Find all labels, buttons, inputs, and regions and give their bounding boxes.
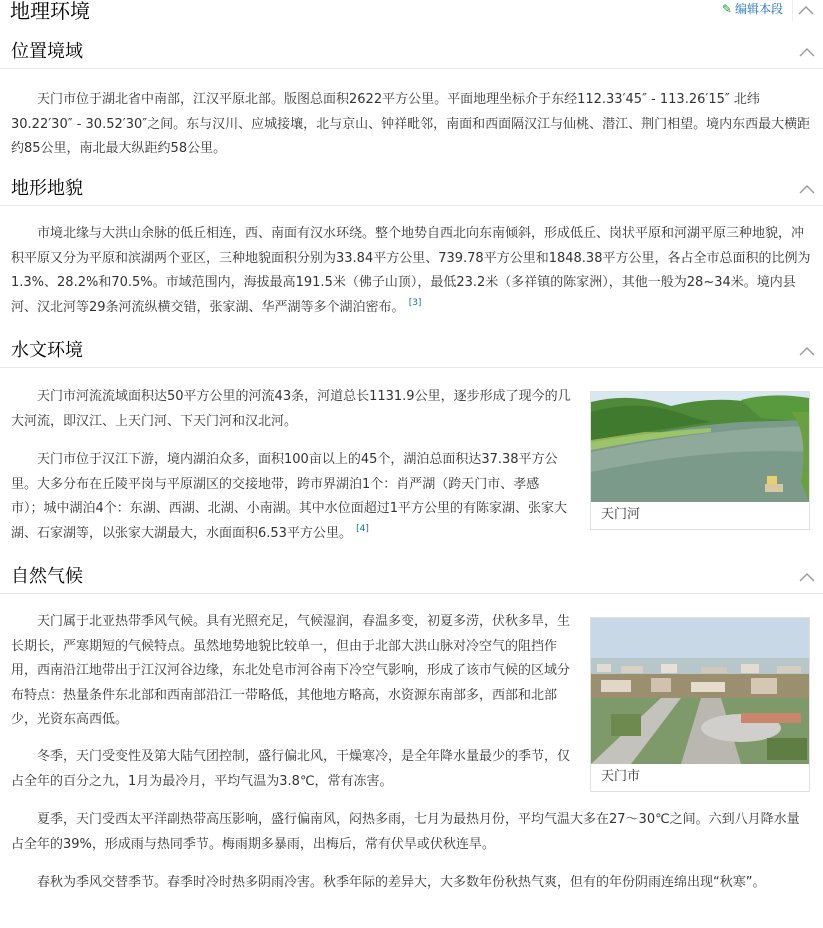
citation-link[interactable]: [4] [356, 523, 369, 534]
section-header-location [0, 35, 823, 69]
section-title: 自然气候 [11, 566, 83, 587]
section-divider [0, 68, 823, 69]
pencil-icon: ✎ [721, 2, 732, 16]
chevron-up-icon [798, 5, 814, 15]
paragraph-climate-1: 天门属于北亚热带季风气候。具有光照充足，气候湿润，春温多变，初夏多涝，伏秋多旱，生长期长，严寒期短的气候特点。虽然地势地貌比较单一，但由于北部大洪山脉对冷空气的阻挡作用，西南沿江地带出于江汉河谷边缘，东北处皂市河谷南下冷空气影响，形成了该市气候的区域分布特点：热量条件东北部和西南部沿江一带略低，其他地方略高，水资源东南部多，西部和北部少，光资东高西低。 [11, 614, 571, 727]
paragraph-location: 天门市位于湖北省中南部，江汉平原北部。版图总面积2622平方公里。平面地理坐标介于东经112.33′45″ - 113.26′15″ 北纬30.22′30″ - 30.52′30″之间。东与汉川、应城接壤，北与京山、钟祥毗邻，南面和西面隔汉江与仙桃、潜江、荆门相望。境内东西最大横距约85公里，南北最大纵距约58公里。 [11, 92, 811, 156]
paragraph-hydrology-2 [11, 448, 571, 546]
paragraph-text: 天门市位于汉江下游，境内湖泊众多，面积100亩以上的45个，湖泊总面积达37.38平方公里。大多分布在丘陵平岗与平原湖区的交接地带，跨市界湖泊1个：肖严湖（跨天门市、孝感市）；城中湖泊4个：东湖、西湖、北湖、小南湖。其中水位面超过1平方公里的有陈家湖、张家大湖、石家湖等，以张家大湖最大，水面面积6.53平方公里。 [11, 452, 568, 541]
section-title: 地形地貌 [11, 178, 83, 199]
paragraph-terrain [11, 222, 811, 320]
chevron-up-icon[interactable] [799, 47, 815, 57]
section-header-climate [0, 560, 823, 594]
paragraph-climate-summer: 夏季，天门受西太平洋副热带高压影响，盛行偏南风，闷热多雨，七月为最热月份，平均气温大多在27～30℃之间。六到八月降水量占全年的39%，形成雨与热同季节。梅雨期多暴雨，出梅后，常有伏旱或伏秋连旱。 [11, 812, 800, 852]
section-title: 水文环境 [11, 340, 83, 361]
river-photo [591, 392, 809, 502]
figure-caption: 天门市 [601, 769, 641, 784]
paragraph-climate-spring-autumn: 春秋为季风交替季节。春季时冷时热多阴雨冷害。秋季年际的差异大，大多数年份秋热气爽，但有的年份阴雨连绵出现“秋寒”。 [37, 875, 766, 890]
figure-caption: 天门河 [601, 507, 641, 522]
paragraph-hydrology-1: 天门市河流流域面积达50平方公里的河流43条，河道总长1131.9公里，逐步形成了现今的几大河流，即汉江、上天门河、下天门河和汉北河。 [11, 389, 571, 429]
section-header-hydrology [0, 334, 823, 368]
section-divider [0, 205, 823, 206]
edit-section-link[interactable] [722, 2, 783, 16]
section-header-terrain [0, 172, 823, 206]
city-figure[interactable] [590, 617, 810, 792]
page-header [0, 0, 823, 28]
paragraph-climate-winter: 冬季，天门受变性及第大陆气团控制，盛行偏北风，干燥寒冷，是全年降水量最少的季节，仅占全年的百分之九，1月为最冷月，平均气温为3.8℃，常有冻害。 [11, 749, 571, 789]
paragraph-text: 市境北缘与大洪山余脉的低丘相连，西、南面有汉水环绕。整个地势自西北向东南倾斜，形成低丘、岗状平原和河湖平原三种地貌，冲积平原又分为平原和滨湖两个亚区，三种地貌面积分别为33.84平方公里、739.78平方公里和1848.38平方公里，各占全市总面积的比例为1.3%、28.2%和70.5%。市域范围内，海拔最高191.5米（佛子山顶），最低23.2米（多祥镇的陈家洲），其他一般为28~34米。境内县河、汉北河等29条河流纵横交错，张家湖、华严湖等多个湖泊密布。 [11, 226, 811, 315]
city-photo [591, 618, 809, 764]
citation-link[interactable]: [3] [408, 297, 422, 308]
edit-section-label: 编辑本段 [734, 2, 783, 16]
page-title: 地理环境 [10, 0, 90, 23]
section-divider [0, 593, 823, 594]
collapse-all-toggle[interactable] [792, 0, 818, 22]
section-title: 位置境域 [11, 41, 83, 62]
chevron-up-icon[interactable] [799, 572, 815, 582]
section-divider [0, 367, 823, 368]
chevron-up-icon[interactable] [799, 346, 815, 356]
river-figure[interactable] [590, 391, 810, 530]
chevron-up-icon[interactable] [799, 184, 815, 194]
